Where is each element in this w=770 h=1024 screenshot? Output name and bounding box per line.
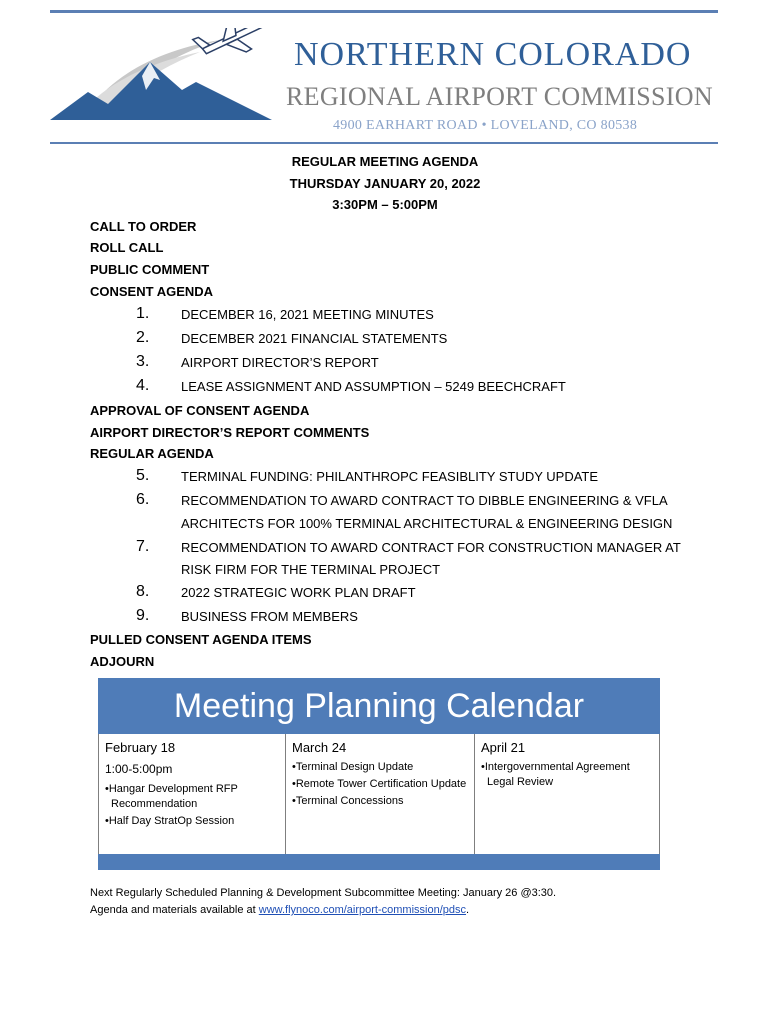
agenda-item-text: AIRPORT DIRECTOR’S REPORT: [181, 355, 379, 370]
calendar-date: April 21: [481, 740, 526, 755]
calendar-table: [98, 734, 660, 854]
next-meeting-note: Next Regularly Scheduled Planning & Development Subcommittee Meeting: January 26 @3:30.: [90, 887, 557, 899]
agenda-item-number: 2.: [136, 329, 150, 346]
calendar-item: •Half Day StratOp Session: [105, 815, 235, 827]
section-approval-consent: APPROVAL OF CONSENT AGENDA: [90, 403, 310, 418]
agenda-item-number: 4.: [136, 377, 150, 394]
agenda-item-number: 3.: [136, 353, 150, 370]
header-rule-bottom: [50, 142, 718, 144]
section-regular-agenda: REGULAR AGENDA: [90, 446, 214, 461]
agenda-title: REGULAR MEETING AGENDA: [291, 154, 479, 169]
calendar-item: •Remote Tower Certification Update: [292, 778, 467, 790]
agenda-item-text: TERMINAL FUNDING: PHILANTHROPC FEASIBLITY STUDY UPDATE: [181, 469, 599, 484]
agenda-item-text: DECEMBER 16, 2021 MEETING MINUTES: [181, 307, 434, 322]
calendar-date: March 24: [292, 740, 347, 755]
agenda-item-text: RISK FIRM FOR THE TERMINAL PROJECT: [181, 562, 441, 577]
airport-logo-icon: [50, 28, 272, 124]
calendar-footer-bar: [98, 854, 660, 870]
calendar-column-february: [99, 734, 286, 854]
agenda-date: THURSDAY JANUARY 20, 2022: [289, 176, 481, 191]
calendar-items: [292, 760, 468, 811]
agenda-item-text: BUSINESS FROM MEMBERS: [181, 609, 358, 624]
section-adjourn: ADJOURN: [90, 654, 155, 669]
calendar-title: Meeting Planning Calendar: [98, 678, 660, 734]
calendar-date: February 18: [105, 740, 176, 755]
materials-note: [90, 904, 469, 916]
agenda-item-text: DECEMBER 2021 FINANCIAL STATEMENTS: [181, 331, 448, 346]
agenda-item-number: 8.: [136, 583, 150, 600]
agenda-item-text: ARCHITECTS FOR 100% TERMINAL ARCHITECTURAL & ENGINEERING DESIGN: [181, 516, 673, 531]
pdsc-link[interactable]: www.flynoco.com/airport-commission/pdsc: [258, 904, 467, 916]
agenda-item-number: 5.: [136, 467, 150, 484]
materials-note-prefix: Agenda and materials available at: [90, 904, 259, 916]
agenda-item-text: LEASE ASSIGNMENT AND ASSUMPTION – 5249 BEECHCRAFT: [181, 379, 566, 394]
agenda-time: 3:30PM – 5:00PM: [332, 197, 438, 212]
agenda-item-text: 2022 STRATEGIC WORK PLAN DRAFT: [181, 585, 416, 600]
calendar-column-march: [286, 734, 475, 854]
agenda-item-number: 6.: [136, 491, 150, 508]
section-roll-call: ROLL CALL: [90, 240, 164, 255]
agenda-item-text: RECOMMENDATION TO AWARD CONTRACT FOR CONSTRUCTION MANAGER AT: [181, 540, 681, 555]
calendar-column-april: [475, 734, 661, 854]
section-consent-agenda: CONSENT AGENDA: [90, 284, 214, 299]
agenda-item-number: 7.: [136, 538, 150, 555]
org-name-line2: REGIONAL AIRPORT COMMISSION: [286, 82, 713, 111]
section-public-comment: PUBLIC COMMENT: [90, 262, 210, 277]
calendar-item: •Intergovernmental Agreement Legal Review: [481, 761, 630, 788]
header-rule-top: [50, 10, 718, 13]
materials-note-suffix: .: [466, 904, 470, 916]
section-pulled-items: PULLED CONSENT AGENDA ITEMS: [90, 632, 312, 647]
agenda-item-text: RECOMMENDATION TO AWARD CONTRACT TO DIBBLE ENGINEERING & VFLA: [181, 493, 668, 508]
calendar-item: •Hangar Development RFP Recommendation: [105, 783, 238, 810]
org-name-line1: NORTHERN COLORADO: [294, 36, 692, 73]
calendar-items: [481, 760, 657, 792]
calendar-item: •Terminal Concessions: [292, 795, 404, 807]
calendar-time: 1:00-5:00pm: [105, 762, 173, 776]
agenda-item-number: 1.: [136, 305, 150, 322]
calendar-items: [105, 782, 281, 831]
section-director-comments: AIRPORT DIRECTOR’S REPORT COMMENTS: [90, 425, 370, 440]
org-address: 4900 EARHART ROAD • LOVELAND, CO 80538: [333, 118, 638, 133]
calendar-item: •Terminal Design Update: [292, 761, 414, 773]
section-call-to-order: CALL TO ORDER: [90, 219, 197, 234]
agenda-item-number: 9.: [136, 607, 150, 624]
